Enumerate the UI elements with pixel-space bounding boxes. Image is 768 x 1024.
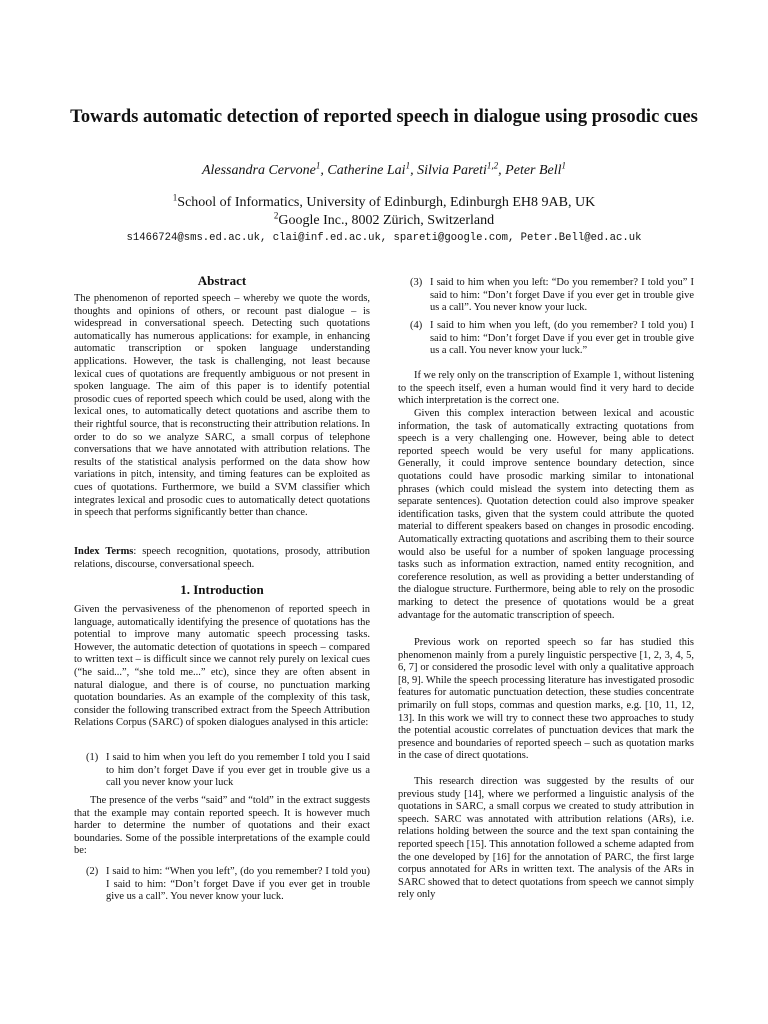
affiliation-text: School of Informatics, University of Edinburgh, Edinburgh EH8 9AB, UK — [177, 195, 596, 210]
author-name: Peter Bell — [505, 163, 562, 178]
paragraph-text: The presence of the verbs “said” and “told” in the extract suggests that the example may contain reported speech. It is however much harder to determine the number of quotations and their exact boundaries. Some of the possible interpretations of the example could be: — [74, 795, 370, 857]
example-number: (3) — [410, 277, 423, 288]
paragraph-text: If we rely only on the transcription of Example 1, without listening to the speech itself, even a human would find it very hard to decide which interpretation is the correct one. — [398, 370, 695, 407]
body-paragraph — [74, 795, 370, 858]
body-paragraph — [398, 370, 694, 408]
author-affil-mark: 1 — [405, 160, 411, 171]
author-affil-mark: 1 — [561, 160, 567, 171]
author-name: Alessandra Cervone — [201, 163, 316, 178]
index-terms-text: : speech recognition, quotations, prosody, attribution relations, discourse, conversational speech. — [74, 546, 370, 570]
paragraph-text: Given this complex interaction between lexical and acoustic information, the task of automatically extracting quotations from speech is a very challenging one. However, being able to detect reported speech would be very useful for many applications. Generally, it could improve sentence boundary detection, since quotations could have prosodic marking similar to intonational phrases (which could mislead the system into detecting them as separate sentences). Quotation detection could also improve speaker identification tasks, given that the system could attribute the quoted material to different speakers based on changes in prosodic encoding. Automatically extracting quotations and ascribing them to their source would also be useful for a number of spoken language processing tasks such as information extraction, named entity recognition, and coreference resolution, as well as providing a better understanding of the dialogue structure. Furthermore, being able to rely on the prosodic marking to detect the presence of quotations would be a great advantage for the automatic transcription of speech. — [398, 408, 694, 621]
author-emails: s1466724@sms.ed.ac.uk, clai@inf.ed.ac.uk, spareti@google.com, Peter.Bell@ed.ac.uk — [126, 232, 642, 244]
example-number: (1) — [86, 752, 99, 763]
example-item — [398, 277, 694, 315]
affiliation-mark: 1 — [172, 192, 178, 203]
author-name: Silvia Pareti — [417, 163, 487, 178]
abstract-text — [74, 293, 370, 520]
example-number: (4) — [410, 320, 423, 331]
example-text: I said to him when you left do you remember I told you I said to him don’t forget Dave if you ever get in trouble give us a call you never know your luck — [106, 752, 370, 789]
body-paragraph — [398, 408, 694, 622]
example-text: I said to him when you left, (do you remember? I told you) I said to him: “Don’t forget Dave if you ever get in trouble give us a call. You never know your luck.” — [430, 320, 694, 357]
body-paragraph — [74, 604, 370, 730]
author-affil-mark: 1 — [315, 160, 321, 171]
example-text: I said to him when you left: “Do you remember? I told you” I said to him: “Don’t forget Dave if you ever get in trouble give us a call”. You never know your luck. — [430, 277, 694, 314]
example-item — [74, 752, 370, 790]
author-list: Alessandra Cervone$^1$, Catherine Lai$^1$, Silvia Pareti$^{1,2}$, Peter Bell$^1$ — [201, 160, 567, 178]
paper-title: Towards automatic detection of reported speech in dialogue using prosodic cues — [70, 107, 698, 127]
example-number: (2) — [86, 866, 99, 877]
abstract-paragraph: The phenomenon of reported speech – whereby we quote the words, thoughts and opinions of others, or recount past dialogue – is widespread in conversational speech. Detecting such quotations automatically has numerous applications: for example, in enhancing automatic transcription or spoken language understanding applications. However, the task is challenging, not least because lexical cues of quotations are frequently ambiguous or not present in spoken language. The aim of this paper is to identify potential prosodic cues of reported speech which could be used, along with the lexical ones, to automatically detect quotations and ascribe them to their rightful source, that is reconstructing their attribution relations. In order to do so we analyze SARC, a small corpus of telephone conversations that we have annotated with attribution relations. The results of the statistical analysis performed on the data show how variations in pitch, intensity, and timing features can be exploited as cues of quotations. Furthermore, we build a SVM classifier which integrates lexical and prosodic cues to automatically detect quotations in speech that performs significantly better than chance. — [74, 293, 370, 519]
index-terms-label: Index Terms — [74, 546, 134, 557]
body-paragraph — [398, 637, 694, 763]
body-paragraph — [398, 776, 694, 902]
paragraph-text: Given the pervasiveness of the phenomenon of reported speech in language, automatically identifying the presence of quotations has the potential to improve many automatic speech processing tasks. However, the automatic detection of quotations in speech – compared to written text – is difficult since we cannot rely purely on lexical cues (“he said...”, “she told me...” etc), since they are often absent in natural dialogue, and there is of course, no punctuation marking quotation boundaries. As an example of the complexity of this task, consider the following transcribed extract from the Speech Attribution Relations Corpus (SARC) of spoken dialogues analysed in this article: — [74, 604, 370, 729]
paragraph-text: Previous work on reported speech so far has studied this phenomenon mainly from a purely linguistic perspective [1, 2, 3, 4, 5, 6, 7] or considered the prosodic level with only a qualitative approach [8, 9]. While the speech processing literature has investigated prosodic features for automatic punctuation detection, these studies concentrate primarily on full stops, commas and question marks, e.g. [10, 11, 12, 13]. In this work we will try to connect these two approaches to study the potential acoustic correlates of punctuation devices that mark the presence and boundaries of reported speech – such as quotation marks in the case of direct quotations. — [398, 637, 694, 762]
author-name: Catherine Lai — [327, 163, 406, 178]
example-item — [398, 320, 694, 358]
affiliation-text: Google Inc., 8002 Zürich, Switzerland — [278, 213, 495, 228]
example-text: I said to him: “When you left”, (do you remember? I told you) I said to him: “Don’t forget Dave if you ever get in trouble give us a call”. You never know your luck. — [106, 866, 370, 903]
affiliation-mark: 2 — [273, 210, 279, 221]
index-terms — [74, 546, 370, 571]
abstract-heading: Abstract — [197, 273, 247, 288]
affiliation — [40, 212, 728, 230]
paragraph-text: This research direction was suggested by the results of our previous study [14], where we performed a linguistic analysis of the quotations in SARC, a small corpus we created to study attribution in speech. SARC was annotated with attribution relations (ARs), i.e. relations holding between the source and the text span containing the reported speech [15]. This annotation followed a scheme adapted from the one developed by [16] for the annotation of PARC, the first large corpus annotated for ARs in written text. The analysis of the ARs in SARC showed that to detect quotations from speech we cannot simply rely only — [398, 776, 694, 901]
author-affil-mark: 1,2 — [486, 160, 499, 171]
affiliation — [40, 194, 728, 212]
example-item — [74, 866, 370, 904]
section-heading-introduction: 1. Introduction — [180, 582, 264, 597]
